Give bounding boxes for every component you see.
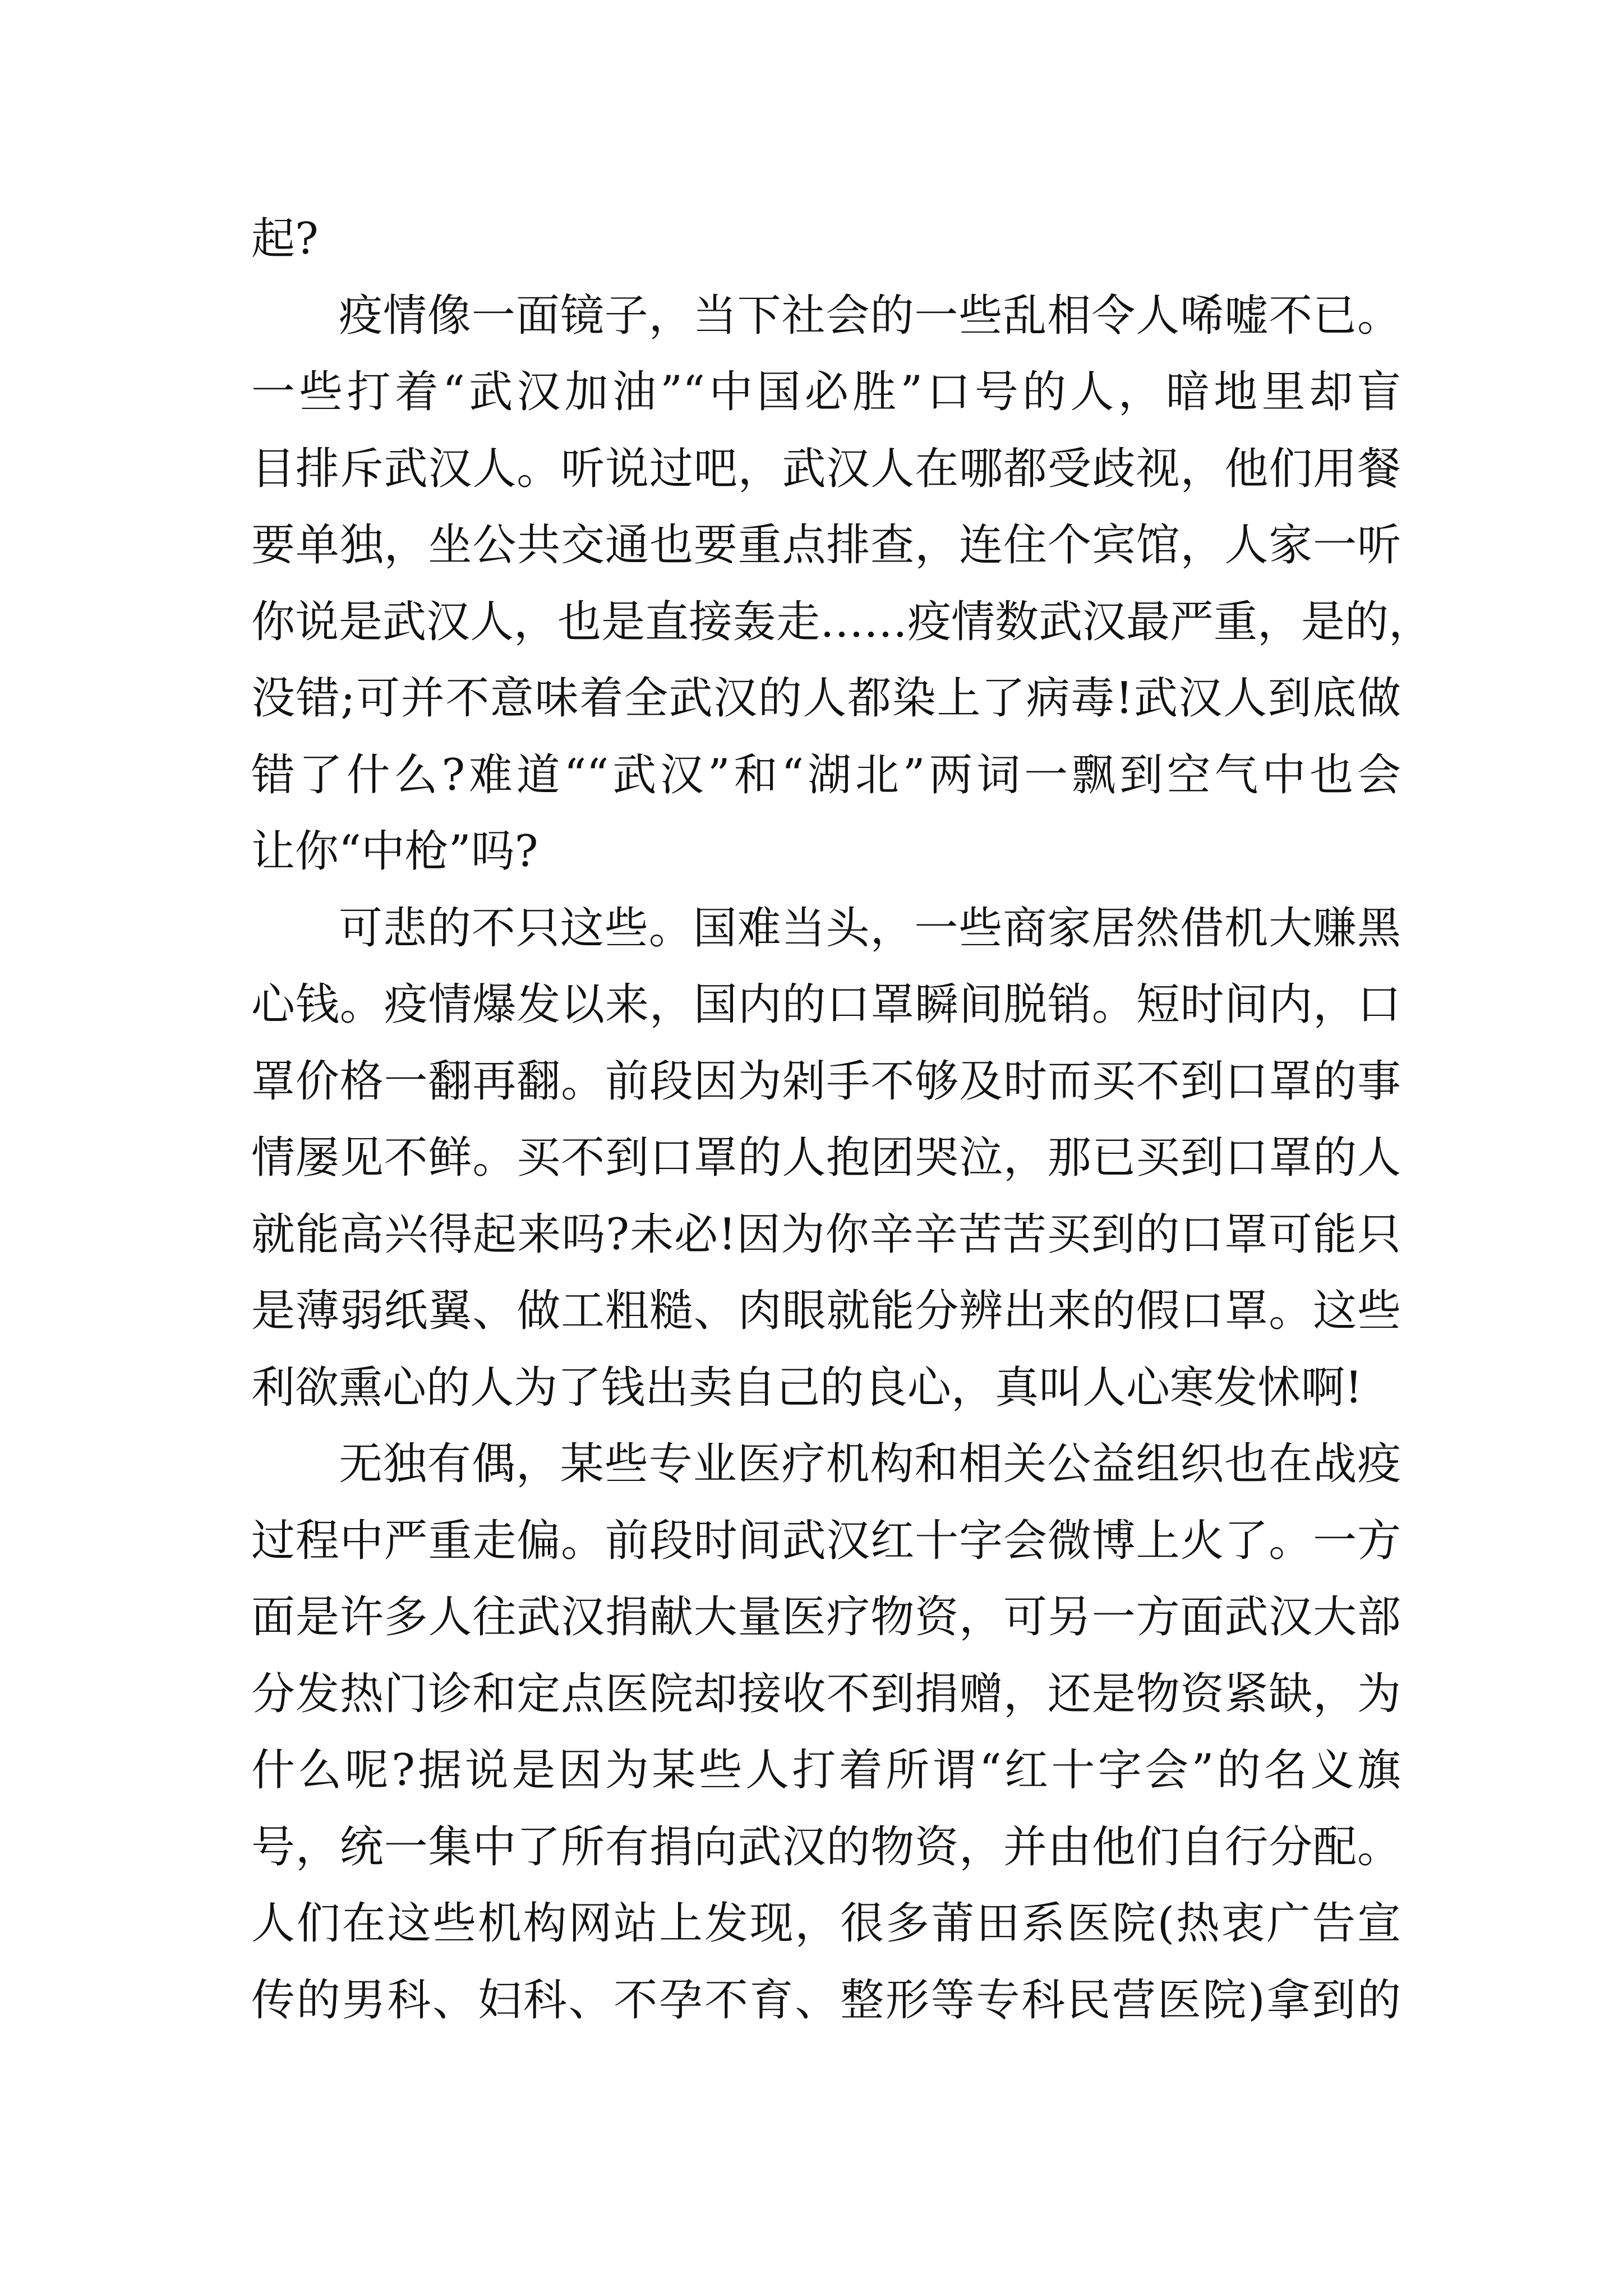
body-text [251,201,1433,2039]
text-line: 没错;可并不意味着全武汉的人都染上了病毒!武汉人到底做 [251,673,1401,724]
text-line: 是薄弱纸翼、做工粗糙、肉眼就能分辨出来的假口罩。这些 [251,1286,1401,1336]
text-line: 情屡见不鲜。买不到口罩的人抱团哭泣，那已买到口罩的人 [251,1133,1401,1183]
text-line: 过程中严重走偏。前段时间武汉红十字会微博上火了。一方 [251,1515,1401,1566]
text-line: 一些打着“武汉加油”“中国必胜”口号的人，暗地里却盲 [251,367,1401,417]
text-line: 分发热门诊和定点医院却接收不到捐赠，还是物资紧缺，为 [251,1668,1401,1719]
text-line: 利欲熏心的人为了钱出卖自己的良心，真叫人心寒发怵啊! [251,1362,1363,1413]
text-line: 目排斥武汉人。听说过吧，武汉人在哪都受歧视，他们用餐 [251,443,1401,494]
text-line: 起? [251,214,319,264]
text-line: 心钱。疫情爆发以来，国内的口罩瞬间脱销。短时间内，口 [251,979,1401,1030]
text-line: 要单独，坐公共交通也要重点排查，连住个宾馆，人家一听 [251,520,1401,570]
text-line: 让你“中枪”吗? [251,826,538,877]
text-line: 传的男科、妇科、不孕不育、整形等专科民营医院)拿到的 [251,1975,1401,2026]
text-line: 面是许多人往武汉捐献大量医疗物资，可另一方面武汉大部 [251,1592,1401,1642]
text-line: 人们在这些机构网站上发现，很多莆田系医院(热衷广告宣 [251,1898,1401,1949]
paragraph-first-line: 可悲的不只这些。国难当头，一些商家居然借机大赚黑 [339,903,1401,954]
text-line: 错了什么?难道““武汉”和“湖北”两词一飘到空气中也会 [251,749,1401,800]
text-line: 号，统一集中了所有捐向武汉的物资，并由他们自行分配。 [251,1821,1401,1872]
text-line: 罩价格一翻再翻。前段因为剁手不够及时而买不到口罩的事 [251,1056,1401,1107]
paragraph-first-line: 无独有偶，某些专业医疗机构和相关公益组织也在战疫 [339,1439,1401,1489]
text-line: 就能高兴得起来吗?未必!因为你辛辛苦苦买到的口罩可能只 [251,1209,1401,1260]
text-line: 什么呢?据说是因为某些人打着所谓“红十字会”的名义旗 [251,1745,1401,1796]
paragraph-first-line: 疫情像一面镜子，当下社会的一些乱相令人唏嘘不已。 [339,290,1401,341]
text-line: 你说是武汉人，也是直接轰走……疫情数武汉最严重，是的， [251,596,1433,647]
